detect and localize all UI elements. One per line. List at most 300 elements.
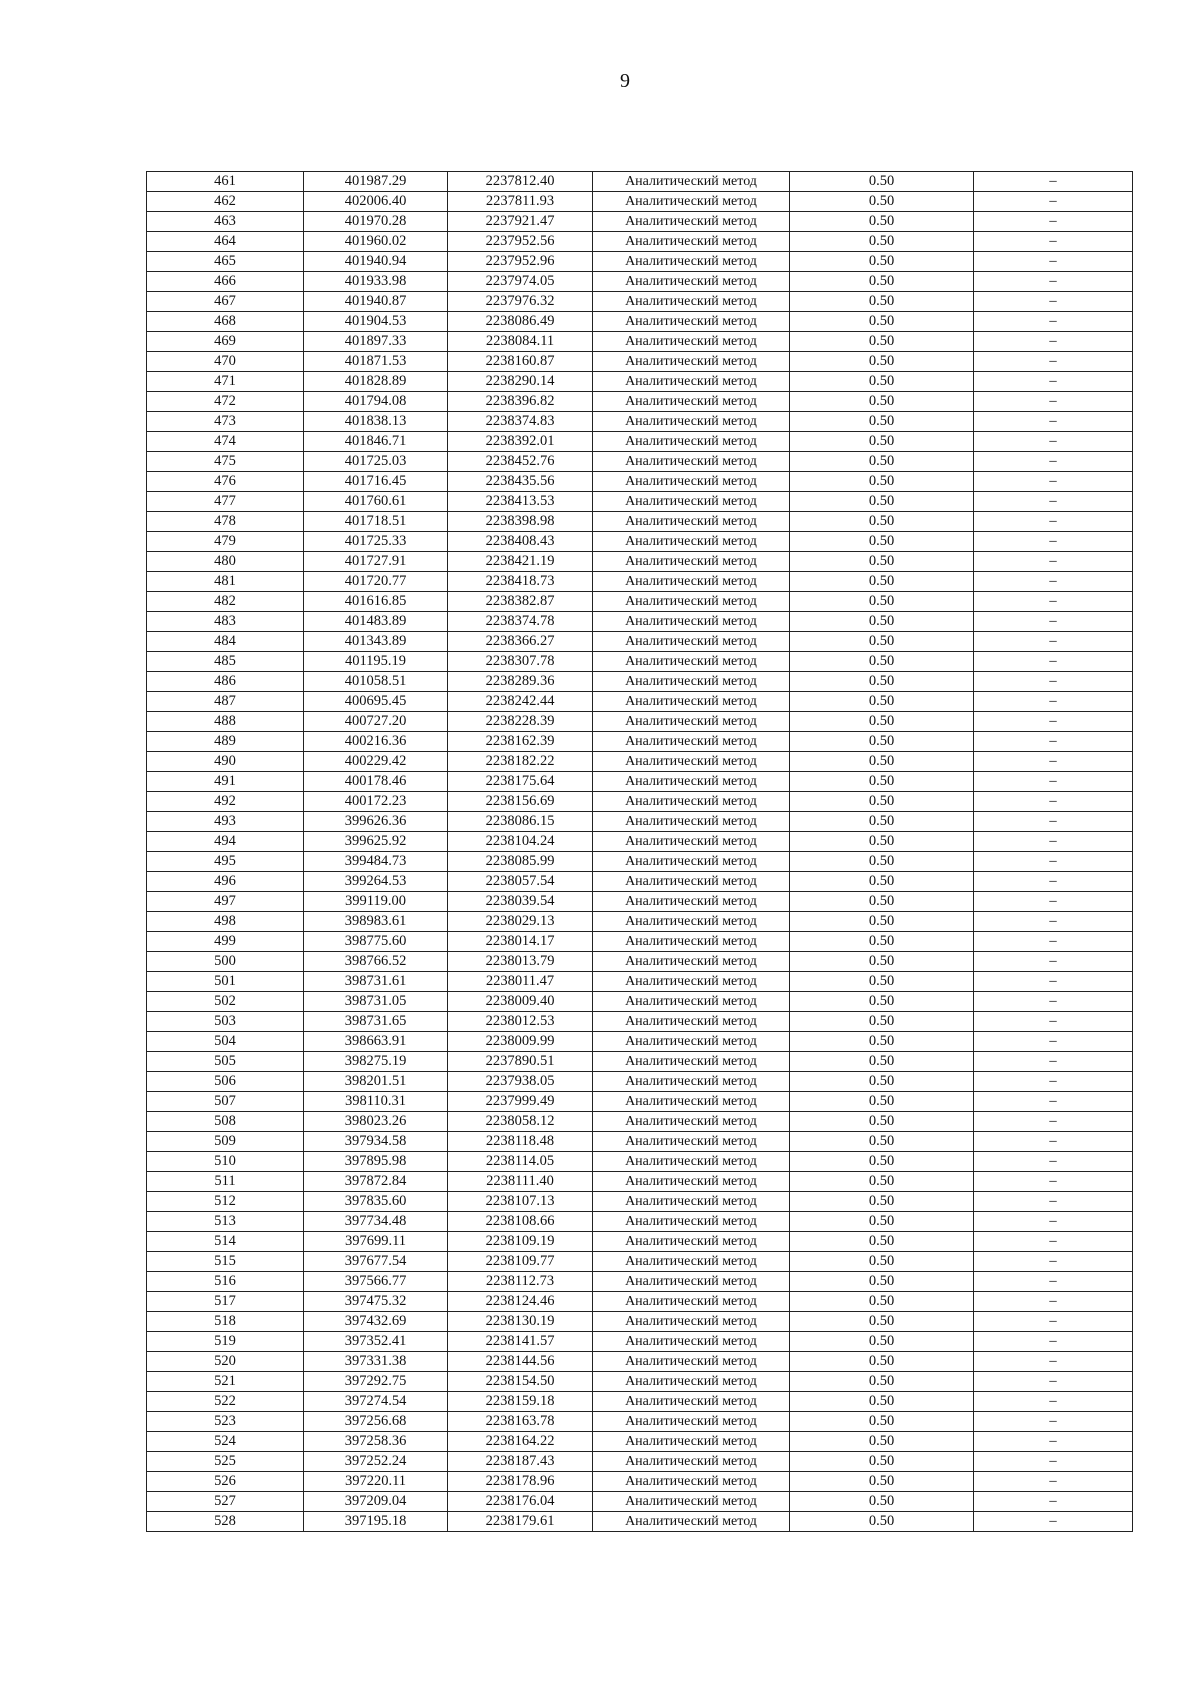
accuracy-cell: 0.50 xyxy=(790,912,974,932)
table-row xyxy=(147,792,1133,812)
note-cell: – xyxy=(974,772,1133,792)
accuracy-cell: 0.50 xyxy=(790,172,974,192)
note-cell: – xyxy=(974,932,1133,952)
method-cell: Аналитический метод xyxy=(593,1332,790,1352)
x-coordinate-cell: 401838.13 xyxy=(304,412,448,432)
method-cell: Аналитический метод xyxy=(593,592,790,612)
x-coordinate-cell: 401933.98 xyxy=(304,272,448,292)
point-number-cell: 527 xyxy=(147,1492,304,1512)
accuracy-cell: 0.50 xyxy=(790,1132,974,1152)
x-coordinate-cell: 399119.00 xyxy=(304,892,448,912)
note-cell: – xyxy=(974,372,1133,392)
method-cell: Аналитический метод xyxy=(593,372,790,392)
y-coordinate-cell: 2237890.51 xyxy=(448,1052,593,1072)
method-cell: Аналитический метод xyxy=(593,732,790,752)
table-row xyxy=(147,912,1133,932)
accuracy-cell: 0.50 xyxy=(790,852,974,872)
x-coordinate-cell: 398275.19 xyxy=(304,1052,448,1072)
x-coordinate-cell: 397699.11 xyxy=(304,1232,448,1252)
point-number-cell: 491 xyxy=(147,772,304,792)
note-cell: – xyxy=(974,352,1133,372)
y-coordinate-cell: 2238366.27 xyxy=(448,632,593,652)
accuracy-cell: 0.50 xyxy=(790,432,974,452)
point-number-cell: 479 xyxy=(147,532,304,552)
point-number-cell: 507 xyxy=(147,1092,304,1112)
note-cell: – xyxy=(974,972,1133,992)
table-row xyxy=(147,1472,1133,1492)
method-cell: Аналитический метод xyxy=(593,712,790,732)
point-number-cell: 514 xyxy=(147,1232,304,1252)
x-coordinate-cell: 400727.20 xyxy=(304,712,448,732)
x-coordinate-cell: 401794.08 xyxy=(304,392,448,412)
x-coordinate-cell: 397252.24 xyxy=(304,1452,448,1472)
accuracy-cell: 0.50 xyxy=(790,272,974,292)
x-coordinate-cell: 398775.60 xyxy=(304,932,448,952)
point-number-cell: 477 xyxy=(147,492,304,512)
method-cell: Аналитический метод xyxy=(593,292,790,312)
y-coordinate-cell: 2237811.93 xyxy=(448,192,593,212)
y-coordinate-cell: 2238396.82 xyxy=(448,392,593,412)
x-coordinate-cell: 401940.87 xyxy=(304,292,448,312)
point-number-cell: 472 xyxy=(147,392,304,412)
table-row xyxy=(147,1112,1133,1132)
note-cell: – xyxy=(974,1252,1133,1272)
x-coordinate-cell: 397292.75 xyxy=(304,1372,448,1392)
point-number-cell: 470 xyxy=(147,352,304,372)
point-number-cell: 482 xyxy=(147,592,304,612)
method-cell: Аналитический метод xyxy=(593,872,790,892)
note-cell: – xyxy=(974,1172,1133,1192)
table-row xyxy=(147,472,1133,492)
y-coordinate-cell: 2238421.19 xyxy=(448,552,593,572)
table-row xyxy=(147,1012,1133,1032)
note-cell: – xyxy=(974,212,1133,232)
y-coordinate-cell: 2238159.18 xyxy=(448,1392,593,1412)
accuracy-cell: 0.50 xyxy=(790,1292,974,1312)
y-coordinate-cell: 2238012.53 xyxy=(448,1012,593,1032)
note-cell: – xyxy=(974,812,1133,832)
point-number-cell: 508 xyxy=(147,1112,304,1132)
point-number-cell: 473 xyxy=(147,412,304,432)
table-row xyxy=(147,572,1133,592)
table-row xyxy=(147,972,1133,992)
method-cell: Аналитический метод xyxy=(593,552,790,572)
y-coordinate-cell: 2238124.46 xyxy=(448,1292,593,1312)
accuracy-cell: 0.50 xyxy=(790,832,974,852)
table-row xyxy=(147,1332,1133,1352)
y-coordinate-cell: 2238164.22 xyxy=(448,1432,593,1452)
y-coordinate-cell: 2238290.14 xyxy=(448,372,593,392)
y-coordinate-cell: 2238374.83 xyxy=(448,412,593,432)
note-cell: – xyxy=(974,1232,1133,1252)
method-cell: Аналитический метод xyxy=(593,1072,790,1092)
note-cell: – xyxy=(974,612,1133,632)
accuracy-cell: 0.50 xyxy=(790,892,974,912)
table-row xyxy=(147,1412,1133,1432)
y-coordinate-cell: 2237952.56 xyxy=(448,232,593,252)
accuracy-cell: 0.50 xyxy=(790,812,974,832)
x-coordinate-cell: 399625.92 xyxy=(304,832,448,852)
point-number-cell: 510 xyxy=(147,1152,304,1172)
table-row xyxy=(147,1172,1133,1192)
table-row xyxy=(147,1212,1133,1232)
accuracy-cell: 0.50 xyxy=(790,1412,974,1432)
table-row xyxy=(147,352,1133,372)
x-coordinate-cell: 401725.33 xyxy=(304,532,448,552)
method-cell: Аналитический метод xyxy=(593,1212,790,1232)
note-cell: – xyxy=(974,632,1133,652)
x-coordinate-cell: 399484.73 xyxy=(304,852,448,872)
method-cell: Аналитический метод xyxy=(593,1492,790,1512)
method-cell: Аналитический метод xyxy=(593,652,790,672)
point-number-cell: 466 xyxy=(147,272,304,292)
accuracy-cell: 0.50 xyxy=(790,1032,974,1052)
accuracy-cell: 0.50 xyxy=(790,632,974,652)
y-coordinate-cell: 2238175.64 xyxy=(448,772,593,792)
method-cell: Аналитический метод xyxy=(593,312,790,332)
point-number-cell: 488 xyxy=(147,712,304,732)
x-coordinate-cell: 401343.89 xyxy=(304,632,448,652)
note-cell: – xyxy=(974,412,1133,432)
note-cell: – xyxy=(974,792,1133,812)
y-coordinate-cell: 2238130.19 xyxy=(448,1312,593,1332)
point-number-cell: 481 xyxy=(147,572,304,592)
accuracy-cell: 0.50 xyxy=(790,1452,974,1472)
method-cell: Аналитический метод xyxy=(593,892,790,912)
y-coordinate-cell: 2238058.12 xyxy=(448,1112,593,1132)
y-coordinate-cell: 2238104.24 xyxy=(448,832,593,852)
x-coordinate-cell: 402006.40 xyxy=(304,192,448,212)
x-coordinate-cell: 398766.52 xyxy=(304,952,448,972)
y-coordinate-cell: 2238039.54 xyxy=(448,892,593,912)
page-number: 9 xyxy=(620,70,630,92)
table-row xyxy=(147,1372,1133,1392)
x-coordinate-cell: 397256.68 xyxy=(304,1412,448,1432)
table-row xyxy=(147,1492,1133,1512)
table-row xyxy=(147,992,1133,1012)
y-coordinate-cell: 2238112.73 xyxy=(448,1272,593,1292)
note-cell: – xyxy=(974,1192,1133,1212)
method-cell: Аналитический метод xyxy=(593,272,790,292)
table-row xyxy=(147,192,1133,212)
point-number-cell: 465 xyxy=(147,252,304,272)
x-coordinate-cell: 401716.45 xyxy=(304,472,448,492)
note-cell: – xyxy=(974,952,1133,972)
accuracy-cell: 0.50 xyxy=(790,232,974,252)
accuracy-cell: 0.50 xyxy=(790,532,974,552)
y-coordinate-cell: 2238160.87 xyxy=(448,352,593,372)
table-row xyxy=(147,1512,1133,1532)
x-coordinate-cell: 398110.31 xyxy=(304,1092,448,1112)
x-coordinate-cell: 397432.69 xyxy=(304,1312,448,1332)
accuracy-cell: 0.50 xyxy=(790,1052,974,1072)
x-coordinate-cell: 398731.65 xyxy=(304,1012,448,1032)
x-coordinate-cell: 401960.02 xyxy=(304,232,448,252)
point-number-cell: 478 xyxy=(147,512,304,532)
accuracy-cell: 0.50 xyxy=(790,392,974,412)
method-cell: Аналитический метод xyxy=(593,1192,790,1212)
accuracy-cell: 0.50 xyxy=(790,1092,974,1112)
table-row xyxy=(147,872,1133,892)
table-row xyxy=(147,892,1133,912)
x-coordinate-cell: 397566.77 xyxy=(304,1272,448,1292)
x-coordinate-cell: 400178.46 xyxy=(304,772,448,792)
point-number-cell: 518 xyxy=(147,1312,304,1332)
note-cell: – xyxy=(974,552,1133,572)
note-cell: – xyxy=(974,1512,1133,1532)
accuracy-cell: 0.50 xyxy=(790,1172,974,1192)
x-coordinate-cell: 397258.36 xyxy=(304,1432,448,1452)
y-coordinate-cell: 2238009.99 xyxy=(448,1032,593,1052)
point-number-cell: 524 xyxy=(147,1432,304,1452)
point-number-cell: 520 xyxy=(147,1352,304,1372)
method-cell: Аналитический метод xyxy=(593,332,790,352)
method-cell: Аналитический метод xyxy=(593,1112,790,1132)
table-row xyxy=(147,752,1133,772)
table-row xyxy=(147,232,1133,252)
accuracy-cell: 0.50 xyxy=(790,652,974,672)
method-cell: Аналитический метод xyxy=(593,492,790,512)
x-coordinate-cell: 401970.28 xyxy=(304,212,448,232)
y-coordinate-cell: 2238242.44 xyxy=(448,692,593,712)
method-cell: Аналитический метод xyxy=(593,1152,790,1172)
x-coordinate-cell: 397331.38 xyxy=(304,1352,448,1372)
table-row xyxy=(147,1032,1133,1052)
point-number-cell: 468 xyxy=(147,312,304,332)
coordinates-table-body xyxy=(147,172,1133,1532)
y-coordinate-cell: 2238178.96 xyxy=(448,1472,593,1492)
point-number-cell: 484 xyxy=(147,632,304,652)
method-cell: Аналитический метод xyxy=(593,1312,790,1332)
point-number-cell: 515 xyxy=(147,1252,304,1272)
x-coordinate-cell: 401987.29 xyxy=(304,172,448,192)
point-number-cell: 471 xyxy=(147,372,304,392)
y-coordinate-cell: 2238398.98 xyxy=(448,512,593,532)
point-number-cell: 523 xyxy=(147,1412,304,1432)
x-coordinate-cell: 398983.61 xyxy=(304,912,448,932)
point-number-cell: 506 xyxy=(147,1072,304,1092)
point-number-cell: 502 xyxy=(147,992,304,1012)
x-coordinate-cell: 397895.98 xyxy=(304,1152,448,1172)
point-number-cell: 521 xyxy=(147,1372,304,1392)
point-number-cell: 469 xyxy=(147,332,304,352)
accuracy-cell: 0.50 xyxy=(790,872,974,892)
point-number-cell: 511 xyxy=(147,1172,304,1192)
accuracy-cell: 0.50 xyxy=(790,1112,974,1132)
x-coordinate-cell: 401718.51 xyxy=(304,512,448,532)
note-cell: – xyxy=(974,1032,1133,1052)
y-coordinate-cell: 2238392.01 xyxy=(448,432,593,452)
method-cell: Аналитический метод xyxy=(593,912,790,932)
point-number-cell: 499 xyxy=(147,932,304,952)
y-coordinate-cell: 2238085.99 xyxy=(448,852,593,872)
y-coordinate-cell: 2238289.36 xyxy=(448,672,593,692)
method-cell: Аналитический метод xyxy=(593,972,790,992)
y-coordinate-cell: 2238176.04 xyxy=(448,1492,593,1512)
point-number-cell: 504 xyxy=(147,1032,304,1052)
table-row xyxy=(147,692,1133,712)
x-coordinate-cell: 401871.53 xyxy=(304,352,448,372)
method-cell: Аналитический метод xyxy=(593,432,790,452)
accuracy-cell: 0.50 xyxy=(790,732,974,752)
x-coordinate-cell: 401725.03 xyxy=(304,452,448,472)
accuracy-cell: 0.50 xyxy=(790,1332,974,1352)
note-cell: – xyxy=(974,232,1133,252)
x-coordinate-cell: 397209.04 xyxy=(304,1492,448,1512)
accuracy-cell: 0.50 xyxy=(790,792,974,812)
y-coordinate-cell: 2238086.49 xyxy=(448,312,593,332)
point-number-cell: 475 xyxy=(147,452,304,472)
note-cell: – xyxy=(974,1272,1133,1292)
x-coordinate-cell: 397934.58 xyxy=(304,1132,448,1152)
table-row xyxy=(147,1312,1133,1332)
x-coordinate-cell: 398663.91 xyxy=(304,1032,448,1052)
method-cell: Аналитический метод xyxy=(593,1232,790,1252)
y-coordinate-cell: 2237976.32 xyxy=(448,292,593,312)
y-coordinate-cell: 2238108.66 xyxy=(448,1212,593,1232)
table-row xyxy=(147,532,1133,552)
y-coordinate-cell: 2237938.05 xyxy=(448,1072,593,1092)
table-row xyxy=(147,672,1133,692)
method-cell: Аналитический метод xyxy=(593,212,790,232)
note-cell: – xyxy=(974,1132,1133,1152)
point-number-cell: 492 xyxy=(147,792,304,812)
table-row xyxy=(147,492,1133,512)
accuracy-cell: 0.50 xyxy=(790,1272,974,1292)
accuracy-cell: 0.50 xyxy=(790,472,974,492)
note-cell: – xyxy=(974,732,1133,752)
method-cell: Аналитический метод xyxy=(593,1412,790,1432)
method-cell: Аналитический метод xyxy=(593,232,790,252)
note-cell: – xyxy=(974,692,1133,712)
point-number-cell: 483 xyxy=(147,612,304,632)
x-coordinate-cell: 401828.89 xyxy=(304,372,448,392)
x-coordinate-cell: 401760.61 xyxy=(304,492,448,512)
note-cell: – xyxy=(974,532,1133,552)
point-number-cell: 489 xyxy=(147,732,304,752)
y-coordinate-cell: 2238014.17 xyxy=(448,932,593,952)
y-coordinate-cell: 2238111.40 xyxy=(448,1172,593,1192)
x-coordinate-cell: 397195.18 xyxy=(304,1512,448,1532)
y-coordinate-cell: 2238435.56 xyxy=(448,472,593,492)
table-row xyxy=(147,812,1133,832)
accuracy-cell: 0.50 xyxy=(790,1312,974,1332)
y-coordinate-cell: 2238084.11 xyxy=(448,332,593,352)
point-number-cell: 505 xyxy=(147,1052,304,1072)
table-row xyxy=(147,932,1133,952)
table-row xyxy=(147,612,1133,632)
table-row xyxy=(147,772,1133,792)
x-coordinate-cell: 400216.36 xyxy=(304,732,448,752)
point-number-cell: 513 xyxy=(147,1212,304,1232)
note-cell: – xyxy=(974,992,1133,1012)
accuracy-cell: 0.50 xyxy=(790,492,974,512)
x-coordinate-cell: 397872.84 xyxy=(304,1172,448,1192)
note-cell: – xyxy=(974,492,1133,512)
accuracy-cell: 0.50 xyxy=(790,1012,974,1032)
accuracy-cell: 0.50 xyxy=(790,1432,974,1452)
x-coordinate-cell: 398731.05 xyxy=(304,992,448,1012)
x-coordinate-cell: 397835.60 xyxy=(304,1192,448,1212)
note-cell: – xyxy=(974,872,1133,892)
table-row xyxy=(147,1092,1133,1112)
method-cell: Аналитический метод xyxy=(593,172,790,192)
point-number-cell: 474 xyxy=(147,432,304,452)
method-cell: Аналитический метод xyxy=(593,1352,790,1372)
method-cell: Аналитический метод xyxy=(593,1092,790,1112)
note-cell: – xyxy=(974,432,1133,452)
point-number-cell: 495 xyxy=(147,852,304,872)
point-number-cell: 503 xyxy=(147,1012,304,1032)
note-cell: – xyxy=(974,1152,1133,1172)
table-row xyxy=(147,1292,1133,1312)
method-cell: Аналитический метод xyxy=(593,1052,790,1072)
method-cell: Аналитический метод xyxy=(593,1132,790,1152)
method-cell: Аналитический метод xyxy=(593,952,790,972)
table-row xyxy=(147,252,1133,272)
point-number-cell: 497 xyxy=(147,892,304,912)
x-coordinate-cell: 397220.11 xyxy=(304,1472,448,1492)
table-row xyxy=(147,592,1133,612)
y-coordinate-cell: 2238154.50 xyxy=(448,1372,593,1392)
accuracy-cell: 0.50 xyxy=(790,512,974,532)
accuracy-cell: 0.50 xyxy=(790,1192,974,1212)
y-coordinate-cell: 2238011.47 xyxy=(448,972,593,992)
y-coordinate-cell: 2238144.56 xyxy=(448,1352,593,1372)
table-row xyxy=(147,1352,1133,1372)
note-cell: – xyxy=(974,1052,1133,1072)
accuracy-cell: 0.50 xyxy=(790,352,974,372)
point-number-cell: 498 xyxy=(147,912,304,932)
accuracy-cell: 0.50 xyxy=(790,1372,974,1392)
y-coordinate-cell: 2238374.78 xyxy=(448,612,593,632)
x-coordinate-cell: 397274.54 xyxy=(304,1392,448,1412)
y-coordinate-cell: 2238163.78 xyxy=(448,1412,593,1432)
note-cell: – xyxy=(974,252,1133,272)
accuracy-cell: 0.50 xyxy=(790,972,974,992)
note-cell: – xyxy=(974,1292,1133,1312)
table-row xyxy=(147,732,1133,752)
coordinates-table xyxy=(146,171,1133,1532)
x-coordinate-cell: 401940.94 xyxy=(304,252,448,272)
accuracy-cell: 0.50 xyxy=(790,752,974,772)
table-row xyxy=(147,652,1133,672)
note-cell: – xyxy=(974,392,1133,412)
x-coordinate-cell: 401904.53 xyxy=(304,312,448,332)
table-row xyxy=(147,1192,1133,1212)
table-row xyxy=(147,832,1133,852)
note-cell: – xyxy=(974,1432,1133,1452)
method-cell: Аналитический метод xyxy=(593,452,790,472)
table-row xyxy=(147,312,1133,332)
y-coordinate-cell: 2238413.53 xyxy=(448,492,593,512)
y-coordinate-cell: 2237974.05 xyxy=(448,272,593,292)
point-number-cell: 486 xyxy=(147,672,304,692)
point-number-cell: 480 xyxy=(147,552,304,572)
note-cell: – xyxy=(974,892,1133,912)
accuracy-cell: 0.50 xyxy=(790,1212,974,1232)
point-number-cell: 496 xyxy=(147,872,304,892)
accuracy-cell: 0.50 xyxy=(790,452,974,472)
method-cell: Аналитический метод xyxy=(593,352,790,372)
table-row xyxy=(147,392,1133,412)
accuracy-cell: 0.50 xyxy=(790,292,974,312)
note-cell: – xyxy=(974,652,1133,672)
y-coordinate-cell: 2238156.69 xyxy=(448,792,593,812)
note-cell: – xyxy=(974,512,1133,532)
x-coordinate-cell: 398731.61 xyxy=(304,972,448,992)
method-cell: Аналитический метод xyxy=(593,1472,790,1492)
